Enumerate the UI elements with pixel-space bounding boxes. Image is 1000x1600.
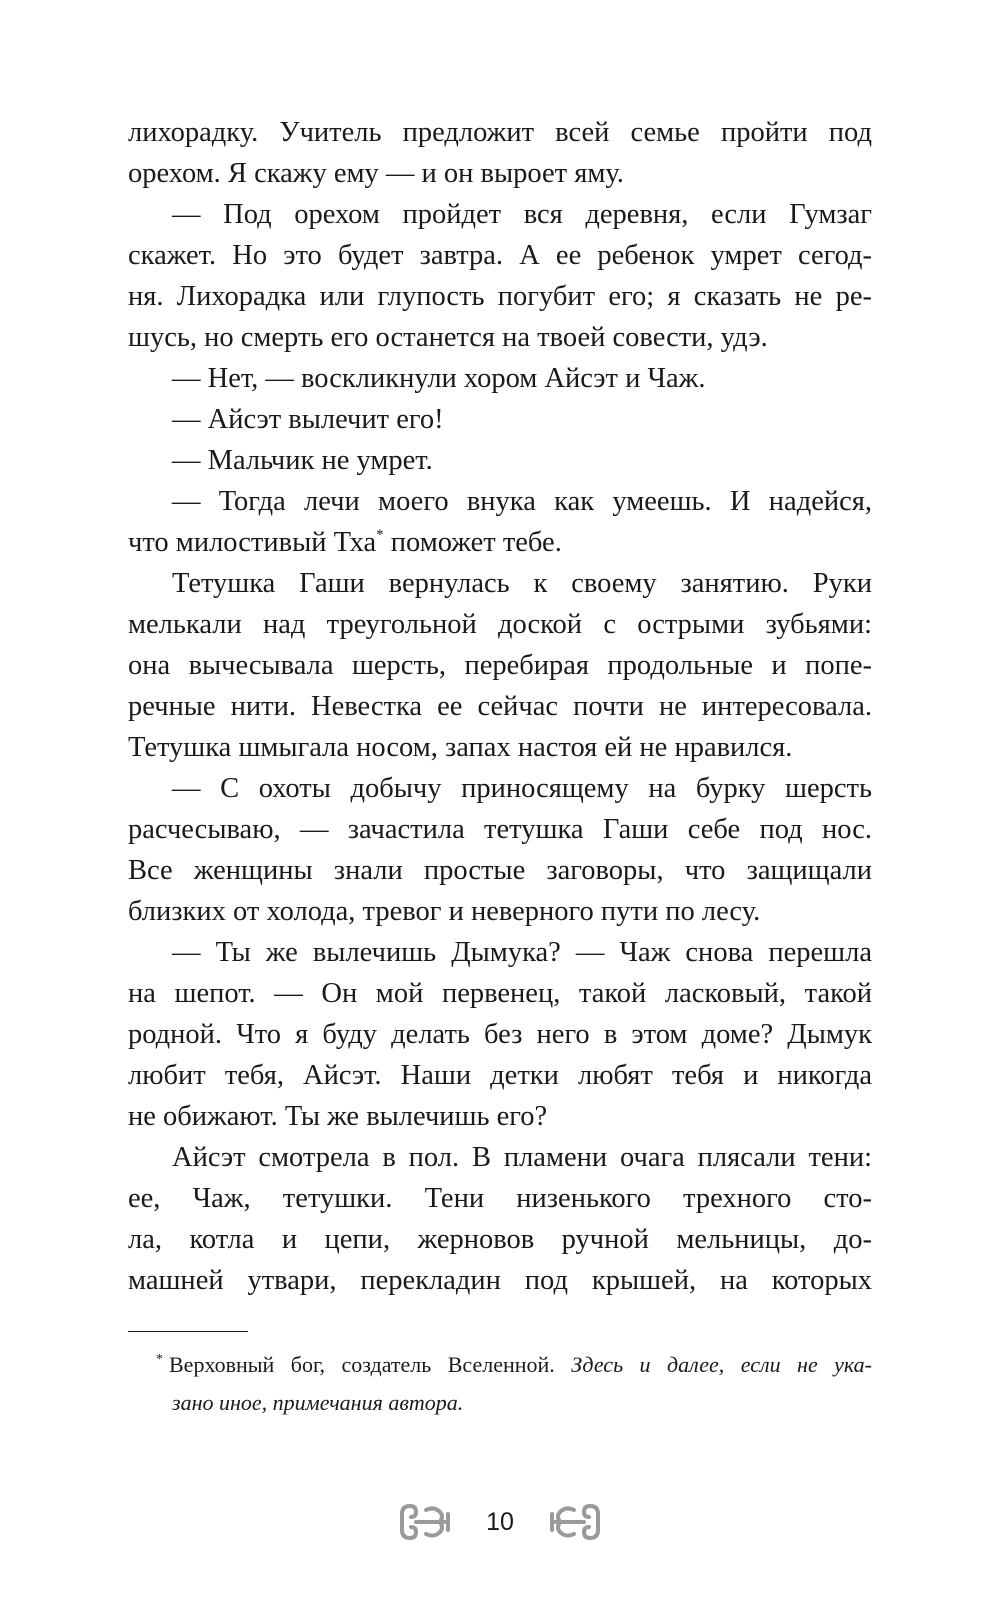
text-line: — Под орехом пройдет вся деревня, если Гумзаг [172,199,872,230]
text-line: расчесываю, — зачастила тетушка Гаши себе под нос. [128,814,872,845]
text-line: Тетушка Гаши вернулась к своему занятию. Руки [172,568,872,599]
text-line: на шепот. — Он мой первенец, такой ласковый, такой [128,978,872,1009]
ornament-left-icon [396,1502,454,1542]
body-text [128,112,872,1301]
text-line: Тетушка шмыгала носом, запах настоя ей не нравился. [128,732,793,763]
text-line: она вычесывала шерсть, перебирая продольные и попе- [128,650,872,681]
text-line: мелькали над треугольной доской с острыми зубьями: [128,609,872,640]
footnote-line [128,1348,872,1386]
text-line: не обижают. Ты же вылечишь его? [128,1101,548,1132]
text-line: любит тебя, Айсэт. Наши детки любят тебя и никогда [128,1060,872,1091]
footnote-marker: * [156,1352,163,1367]
footnote-reference: * [376,527,384,543]
text-line: — Ты же вылечишь Дымука? — Чаж снова перешла [172,937,872,968]
text-line: речные нити. Невестка ее сейчас почти не интересовала. [128,691,872,722]
text-line: близких от холода, тревог и неверного пути по лесу. [128,896,761,927]
text-line: — Тогда лечи моего внука как умеешь. И надейся, [172,486,872,517]
text-line: ня. Лихорадка или глупость погубит его; я сказать не ре- [128,281,872,312]
text-line: — С охоты добычу приносящему на бурку шерсть [172,773,872,804]
footnote [128,1348,872,1420]
text-line: ее, Чаж, тетушки. Тени низенького трехного сто- [128,1183,872,1214]
page-number: 10 [486,1507,514,1536]
text-line: лихорадку. Учитель предложит всей семье пройти под [128,117,872,148]
text-line: Айсэт смотрела в пол. В пламени очага плясали тени: [172,1142,872,1173]
text-line: — Айсэт вылечит его! [172,404,444,435]
text-line: орехом. Я скажу ему — и он выроет яму. [128,158,624,189]
text-line: Все женщины знали простые заговоры, что защищали [128,855,872,886]
text-fragment: что милостивый Тха [128,527,377,558]
text-line: машней утвари, перекладин под крышей, на которых [128,1265,872,1296]
footnote-text: Верховный бог, создатель Вселенной. [169,1352,555,1377]
text-line-with-footnote [128,522,872,563]
text-line: скажет. Но это будет завтра. А ее ребенок умрет сегод- [128,240,872,271]
footnote-line [128,1386,872,1420]
text-line: ла, котла и цепи, жерновов ручной мельницы, до- [128,1224,872,1255]
ornament-right-icon [546,1502,604,1542]
page-footer [0,1492,1000,1552]
text-line: — Мальчик не умрет. [172,445,433,476]
text-line: — Нет, — воскликнули хором Айсэт и Чаж. [172,363,706,394]
text-line: родной. Что я буду делать без него в этом доме? Дымук [128,1019,872,1050]
footnote-divider [128,1331,248,1332]
text-fragment: поможет тебе. [390,527,562,558]
footnote-italic-text: зано иное, примечания автора. [172,1390,464,1415]
text-line: шусь, но смерть его останется на твоей совести, удэ. [128,322,768,353]
footnote-italic-text: Здесь и далее, если не ука- [571,1352,872,1377]
